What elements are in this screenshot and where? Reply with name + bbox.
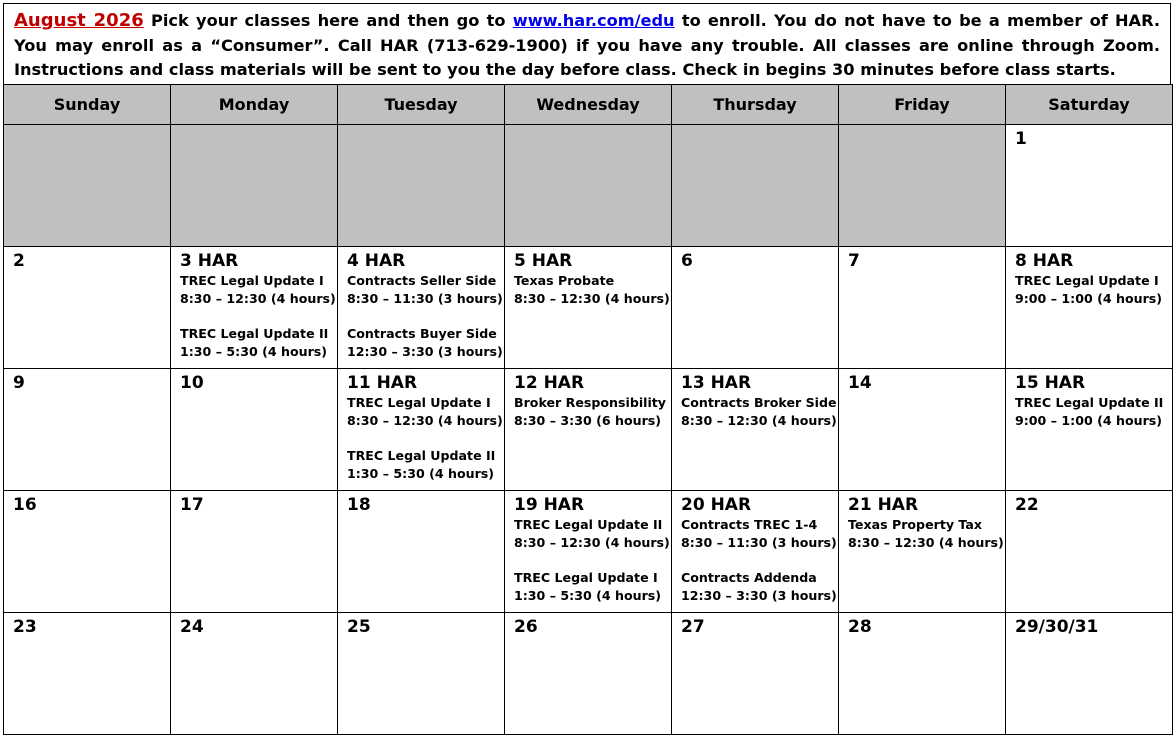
empty-day-cell <box>505 125 672 247</box>
day-number: 20 HAR <box>681 495 752 515</box>
class-name: Broker Responsibility <box>514 395 667 410</box>
day-number: 27 <box>681 617 705 637</box>
day-number: 26 <box>514 617 538 637</box>
weekday-header: Saturday <box>1006 85 1173 125</box>
day-cell <box>839 491 1006 613</box>
day-number: 19 HAR <box>514 495 585 515</box>
day-cell <box>672 247 839 369</box>
calendar-body <box>4 125 1173 735</box>
day-cell <box>839 613 1006 735</box>
class-name: Contracts Seller Side <box>347 273 497 288</box>
day-number: 3 HAR <box>180 251 239 271</box>
class-name: TREC Legal Update II <box>514 517 663 532</box>
day-number: 10 <box>180 373 204 393</box>
class-entry <box>681 569 838 605</box>
week-row <box>4 125 1173 247</box>
class-entry <box>347 325 504 361</box>
week-row <box>4 613 1173 735</box>
class-entry <box>347 272 504 308</box>
day-cell <box>1006 369 1173 491</box>
class-time: 12:30 – 3:30 (3 hours) <box>681 588 837 603</box>
class-name: TREC Legal Update II <box>347 448 496 463</box>
class-entry <box>848 516 1005 552</box>
weekday-header: Thursday <box>672 85 839 125</box>
day-number: 25 <box>347 617 371 637</box>
class-entry <box>514 516 671 552</box>
class-time: 8:30 – 12:30 (4 hours) <box>514 535 670 550</box>
class-entry <box>180 325 337 361</box>
week-row <box>4 491 1173 613</box>
day-cell <box>505 613 672 735</box>
class-entry <box>1015 272 1172 308</box>
day-cell <box>505 491 672 613</box>
day-cell <box>171 491 338 613</box>
class-name: Contracts Addenda <box>681 570 817 585</box>
day-number: 28 <box>848 617 872 637</box>
class-time: 8:30 – 12:30 (4 hours) <box>180 291 336 306</box>
day-number: 8 HAR <box>1015 251 1074 271</box>
day-number: 21 HAR <box>848 495 919 515</box>
class-time: 1:30 – 5:30 (4 hours) <box>180 344 328 359</box>
weekday-header-row <box>4 85 1173 125</box>
class-name: TREC Legal Update I <box>1015 273 1159 288</box>
day-number: 2 <box>13 251 25 271</box>
class-time: 9:00 – 1:00 (4 hours) <box>1015 413 1163 428</box>
weekday-header: Wednesday <box>505 85 672 125</box>
class-name: TREC Legal Update I <box>180 273 324 288</box>
week-row <box>4 247 1173 369</box>
weekday-header: Friday <box>839 85 1006 125</box>
day-number: 7 <box>848 251 860 271</box>
weekday-header: Sunday <box>4 85 171 125</box>
calendar-table <box>3 84 1173 735</box>
class-name: TREC Legal Update I <box>514 570 658 585</box>
class-name: TREC Legal Update II <box>1015 395 1164 410</box>
day-number: 24 <box>180 617 204 637</box>
day-number: 29/30/31 <box>1015 617 1099 637</box>
class-entry <box>347 447 504 483</box>
day-number: 23 <box>13 617 37 637</box>
day-cell <box>171 613 338 735</box>
class-entry <box>681 394 838 430</box>
day-cell <box>4 247 171 369</box>
intro-text <box>3 3 1171 84</box>
class-entry <box>681 516 838 552</box>
day-cell <box>839 247 1006 369</box>
class-name: Contracts Broker Side <box>681 395 837 410</box>
day-cell <box>4 369 171 491</box>
weekday-header: Monday <box>171 85 338 125</box>
day-cell <box>672 369 839 491</box>
class-name: Contracts Buyer Side <box>347 326 497 341</box>
class-name: Texas Property Tax <box>848 517 983 532</box>
intro-text-part1: Pick your classes here and then go to <box>143 11 513 30</box>
month-title: August 2026 <box>14 10 144 31</box>
day-cell <box>1006 613 1173 735</box>
day-cell <box>4 613 171 735</box>
day-cell <box>338 369 505 491</box>
day-number: 5 HAR <box>514 251 573 271</box>
day-number: 4 HAR <box>347 251 406 271</box>
class-entry <box>180 272 337 308</box>
day-cell <box>338 491 505 613</box>
class-time: 8:30 – 12:30 (4 hours) <box>848 535 1004 550</box>
day-cell <box>672 491 839 613</box>
day-number: 14 <box>848 373 872 393</box>
day-cell <box>171 247 338 369</box>
intro-text-part2: to enroll. You do not have to be a member of HAR. You may enroll as a “Consumer”. Call HAR (713-629-1900) if you have any trouble. All classes are online through Zoom. Instructions and class materials will be sent to you the day before class. Check in begins 30 minutes before class starts. <box>14 11 1160 79</box>
class-time: 8:30 – 12:30 (4 hours) <box>681 413 837 428</box>
week-row <box>4 369 1173 491</box>
class-entry <box>1015 394 1172 430</box>
empty-day-cell <box>839 125 1006 247</box>
class-entry <box>347 394 504 430</box>
day-number: 1 <box>1015 129 1027 149</box>
day-cell <box>1006 125 1173 247</box>
day-number: 22 <box>1015 495 1039 515</box>
class-name: Texas Probate <box>514 273 615 288</box>
class-time: 12:30 – 3:30 (3 hours) <box>347 344 503 359</box>
day-number: 17 <box>180 495 204 515</box>
day-number: 6 <box>681 251 693 271</box>
class-name: Contracts TREC 1-4 <box>681 517 818 532</box>
empty-day-cell <box>672 125 839 247</box>
day-number: 11 HAR <box>347 373 418 393</box>
day-cell <box>338 247 505 369</box>
day-cell <box>505 369 672 491</box>
class-time: 1:30 – 5:30 (4 hours) <box>347 466 495 481</box>
day-number: 15 HAR <box>1015 373 1086 393</box>
class-time: 8:30 – 12:30 (4 hours) <box>514 291 670 306</box>
empty-day-cell <box>338 125 505 247</box>
class-entry <box>514 272 671 308</box>
class-name: TREC Legal Update II <box>180 326 329 341</box>
enroll-link[interactable]: www.har.com/edu <box>512 11 675 30</box>
empty-day-cell <box>171 125 338 247</box>
day-cell <box>1006 491 1173 613</box>
class-entry <box>514 394 671 430</box>
day-cell <box>672 613 839 735</box>
class-entry <box>514 569 671 605</box>
class-time: 8:30 – 11:30 (3 hours) <box>681 535 837 550</box>
day-cell <box>171 369 338 491</box>
day-number: 18 <box>347 495 371 515</box>
day-number: 13 HAR <box>681 373 752 393</box>
day-number: 9 <box>13 373 25 393</box>
weekday-header: Tuesday <box>338 85 505 125</box>
class-time: 8:30 – 11:30 (3 hours) <box>347 291 503 306</box>
day-number: 16 <box>13 495 37 515</box>
class-name: TREC Legal Update I <box>347 395 491 410</box>
day-cell <box>839 369 1006 491</box>
day-number: 12 HAR <box>514 373 585 393</box>
day-cell <box>1006 247 1173 369</box>
class-time: 8:30 – 3:30 (6 hours) <box>514 413 662 428</box>
day-cell <box>4 491 171 613</box>
day-cell <box>505 247 672 369</box>
day-cell <box>338 613 505 735</box>
empty-day-cell <box>4 125 171 247</box>
class-time: 8:30 – 12:30 (4 hours) <box>347 413 503 428</box>
class-time: 9:00 – 1:00 (4 hours) <box>1015 291 1163 306</box>
class-time: 1:30 – 5:30 (4 hours) <box>514 588 662 603</box>
